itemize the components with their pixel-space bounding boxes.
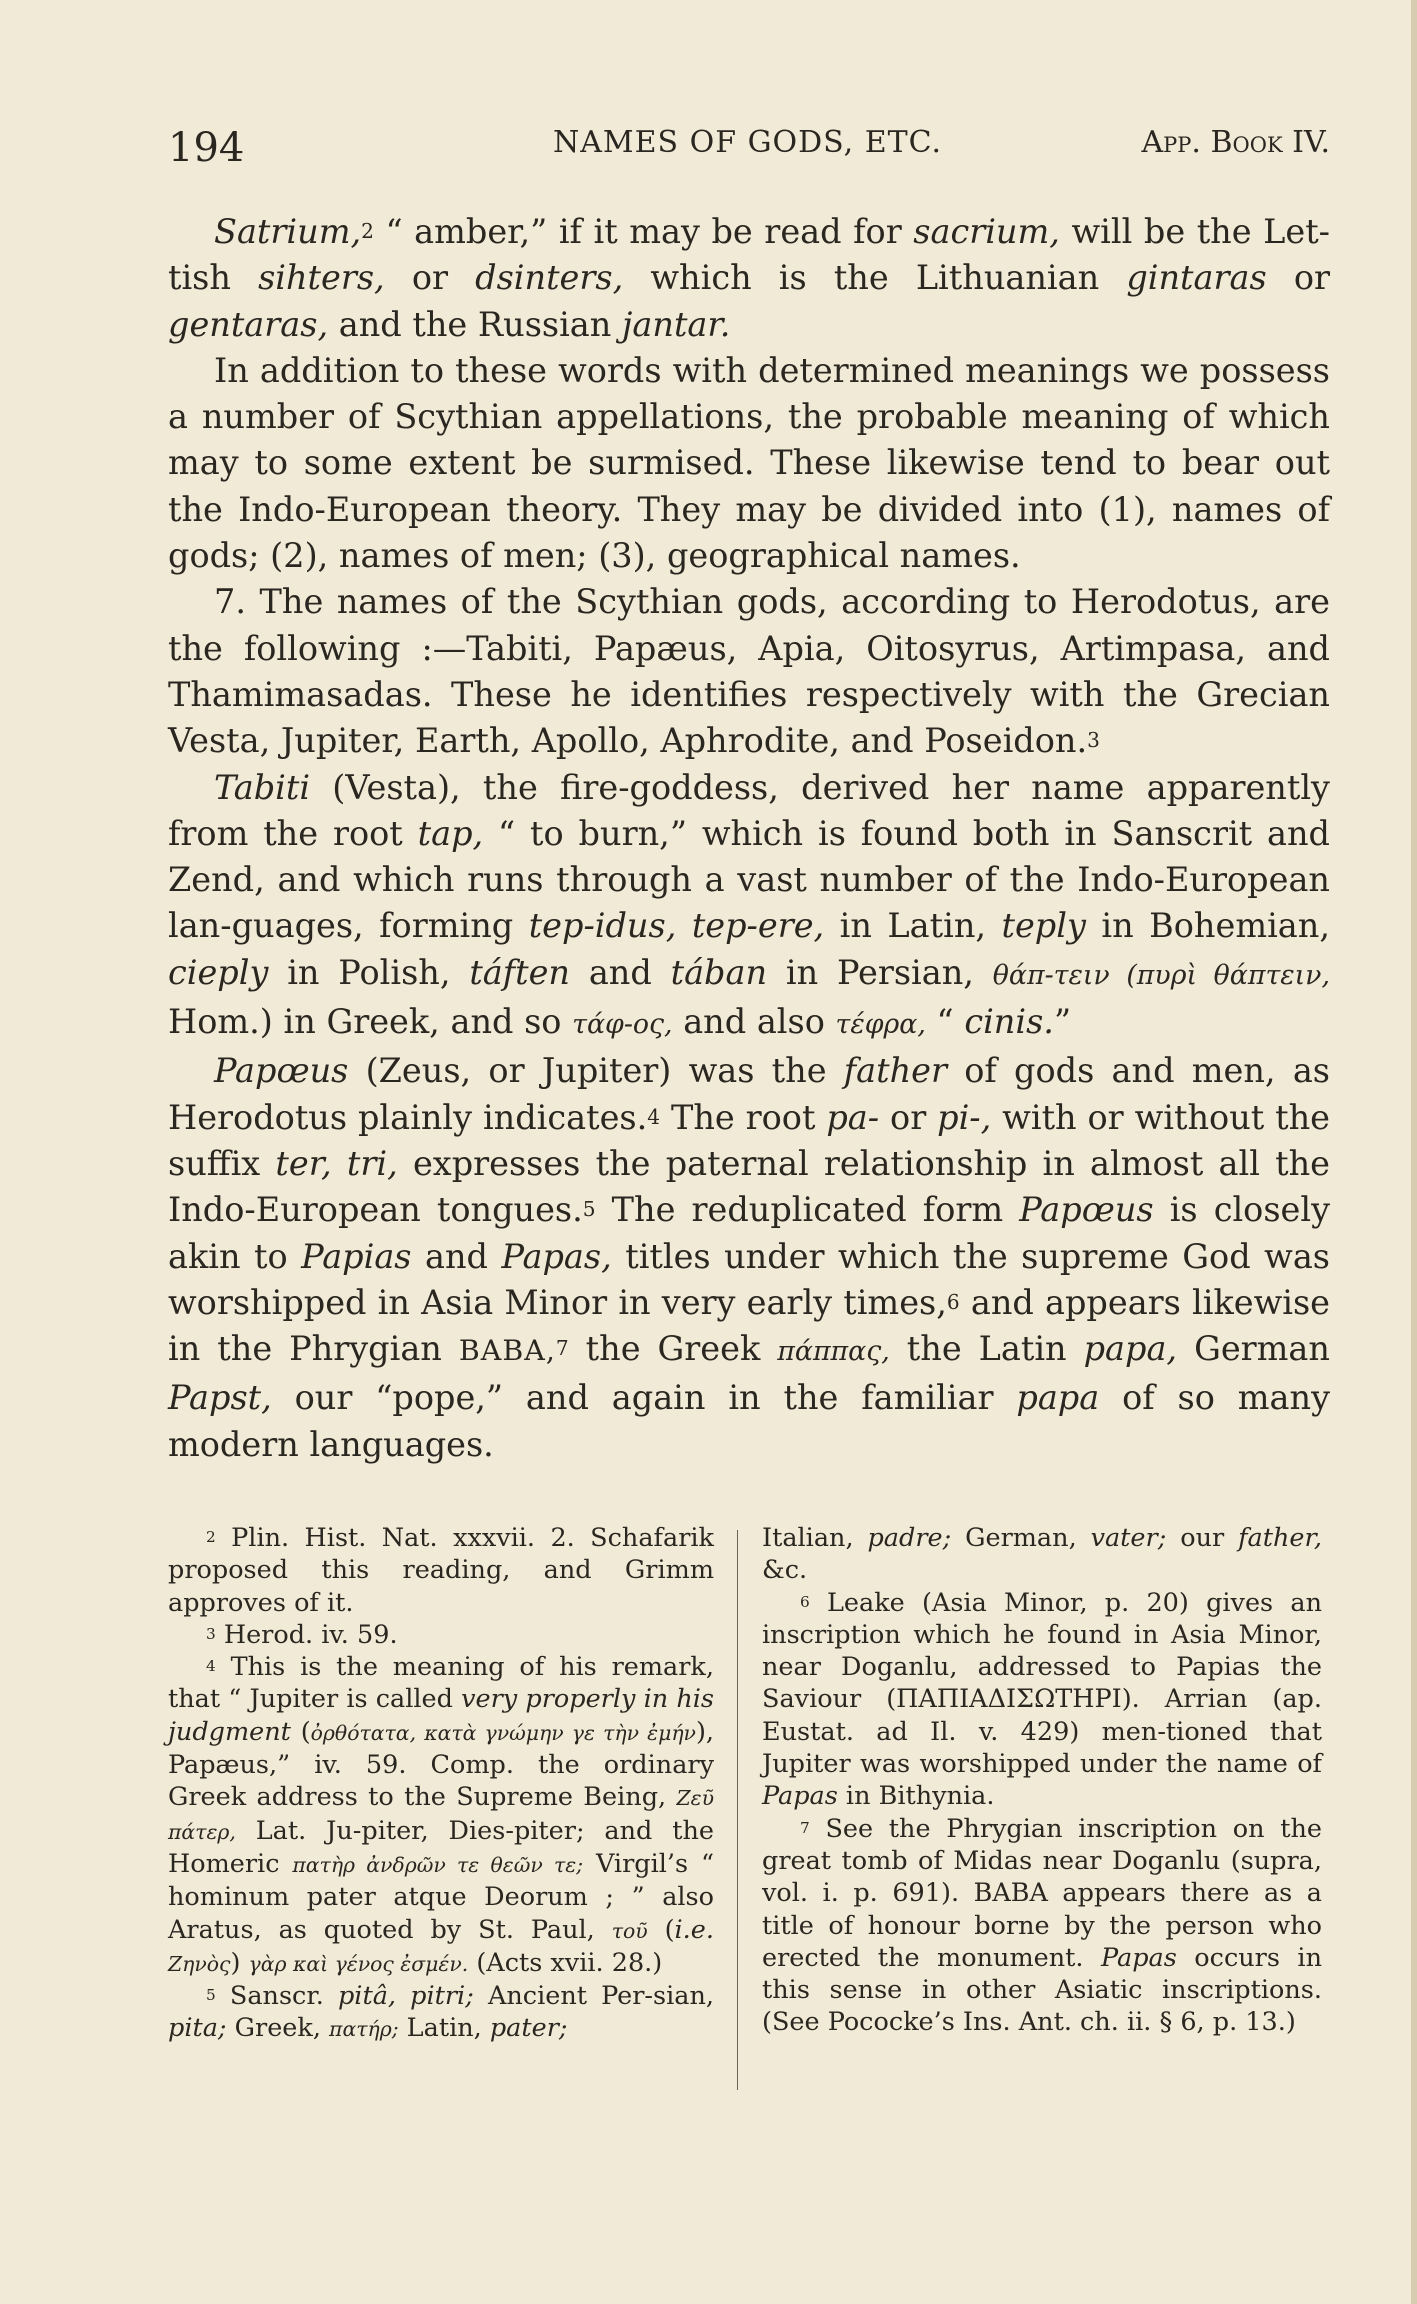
footnote-6: $^6$ Leake (Asia Minor, p. 20) gives an inscription which he found in Asia Minor, near Doganlu, addressed to Papias the Saviour (ΠΑΠΙΑΔΙΣΩΤΗΡΙ). Arrian (ap. Eustat. ad Il. v. 429) men-tioned that Jupiter was worshipped under the name of Papas in Bithynia.	[762, 1587, 1322, 1812]
footnote-ref: 3	[1087, 728, 1100, 753]
running-header	[168, 125, 1330, 185]
footnote-column-divider	[737, 1530, 738, 2090]
footnotes-right-column	[762, 1522, 1322, 2039]
paragraph-tabiti: Tabiti (Vesta), the fire-goddess, derived her name apparently from the root tap, “ to burn,” which is found both in Sanscrit and Zend, and which runs through a vast number of the Indo-European lan-guages, forming tep-idus, tep-ere, in Latin, teply in Bohemian, cieply in Polish, táften and tában in Persian, θάπ-τειν (πυρὶ θάπτειν, Hom.) in Greek, and so τάφ-ος, and also τέφρα, “ cinis.”	[168, 767, 1330, 1042]
main-text	[168, 209, 1330, 1468]
page-edge	[1411, 0, 1417, 2304]
footnote-3: $^3$ Herod. iv. 59.	[206, 1619, 398, 1650]
footnote-ref: 2	[361, 218, 374, 243]
paragraph-papaeus: Papœus (Zeus, or Jupiter) was the father of gods and men, as Herodotus plainly indicates.$^4$ The root pa- or pi-, with or without the suffix ter, tri, expresses the paternal relationship in almost all the Indo-European tongues.$^5$ The reduplicated form Papœus is closely akin to Papias and Papas, titles under which the supreme God was worshipped in Asia Minor in very early times,$^6$ and appears likewise in the Phrygian BABA,$^7$ the Greek πάππας, the Latin papa, German Papst, our “pope,” and again in the familiar papa of so many modern languages.	[168, 1051, 1331, 1464]
footnote-ref: 4	[647, 1104, 661, 1129]
footnote-2: $^2$ Plin. Hist. Nat. xxxvii. 2. Schafarik proposed this reading, and Grimm approves of it.	[168, 1523, 714, 1618]
footnote-5-continued: Italian, padre; German, vater; our father, &c.	[762, 1523, 1322, 1586]
paragraph-satrium: Satrium,$^2$ “ amber,” if it may be read for sacrium, will be the Let-tish sihters, or dsinters, which is the Lithuanian gintaras or gentaras, and the Russian jantar.	[168, 212, 1330, 344]
running-section: App. Book IV.	[1141, 125, 1330, 160]
footnotes-left-column	[168, 1522, 714, 2046]
paragraph-appellations: In addition to these words with determined meanings we possess a number of Scythian appellations, the probable meaning of which may to some extent be surmised. These likewise tend to bear out the Indo-European theory. They may be divided into (1), names of gods; (2), names of men; (3), geographical names.	[168, 350, 1330, 576]
footnote-4: $^4$ This is the meaning of his remark, that “ Jupiter is called very properly in his judgment (ὀρθότατα, κατὰ γνώμην γε τὴν ἐμήν), Papæus,” iv. 59. Comp. the ordinary Greek address to the Supreme Being, Ζεῦ πάτερ, Lat. Ju-piter, Dies-piter; and the Homeric πατὴρ ἀνδρῶν τε θεῶν τε; Virgil’s “ hominum pater atque Deorum ; ” also Aratus, as quoted by St. Paul, τοῦ (i.e. Ζηνὸς) γὰρ καὶ γένος ἐσμέν. (Acts xvii. 28.)	[168, 1652, 715, 1978]
footnote-ref: 7	[555, 1336, 569, 1361]
footnote-ref: 5	[582, 1197, 596, 1222]
running-title: NAMES OF GODS, ETC.	[553, 125, 943, 160]
footnote-5: $^5$ Sanscr. pitâ, pitri; Ancient Per-sian, pita; Greek, πατήρ; Latin, pater;	[168, 1981, 714, 2044]
page-number: 194	[168, 125, 245, 171]
footnote-ref: 6	[946, 1289, 960, 1314]
footnote-7: $^7$ See the Phrygian inscription on the great tomb of Midas near Doganlu (supra, vol. i. p. 691). BABA appears there as a title of honour borne by the person who erected the monument. Papas occurs in this sense in other Asiatic inscriptions. (See Pococke’s Ins. Ant. ch. ii. § 6, p. 13.)	[762, 1813, 1322, 2038]
paragraph-scythian-gods: 7. The names of the Scythian gods, according to Herodotus, are the following :—Tabiti, Papæus, Apia, Oitosyrus, Artimpasa, and Thamimasadas. These he identifies respectively with the Grecian Vesta, Jupiter, Earth, Apollo, Aphrodite, and Poseidon.$^3$	[168, 582, 1330, 761]
